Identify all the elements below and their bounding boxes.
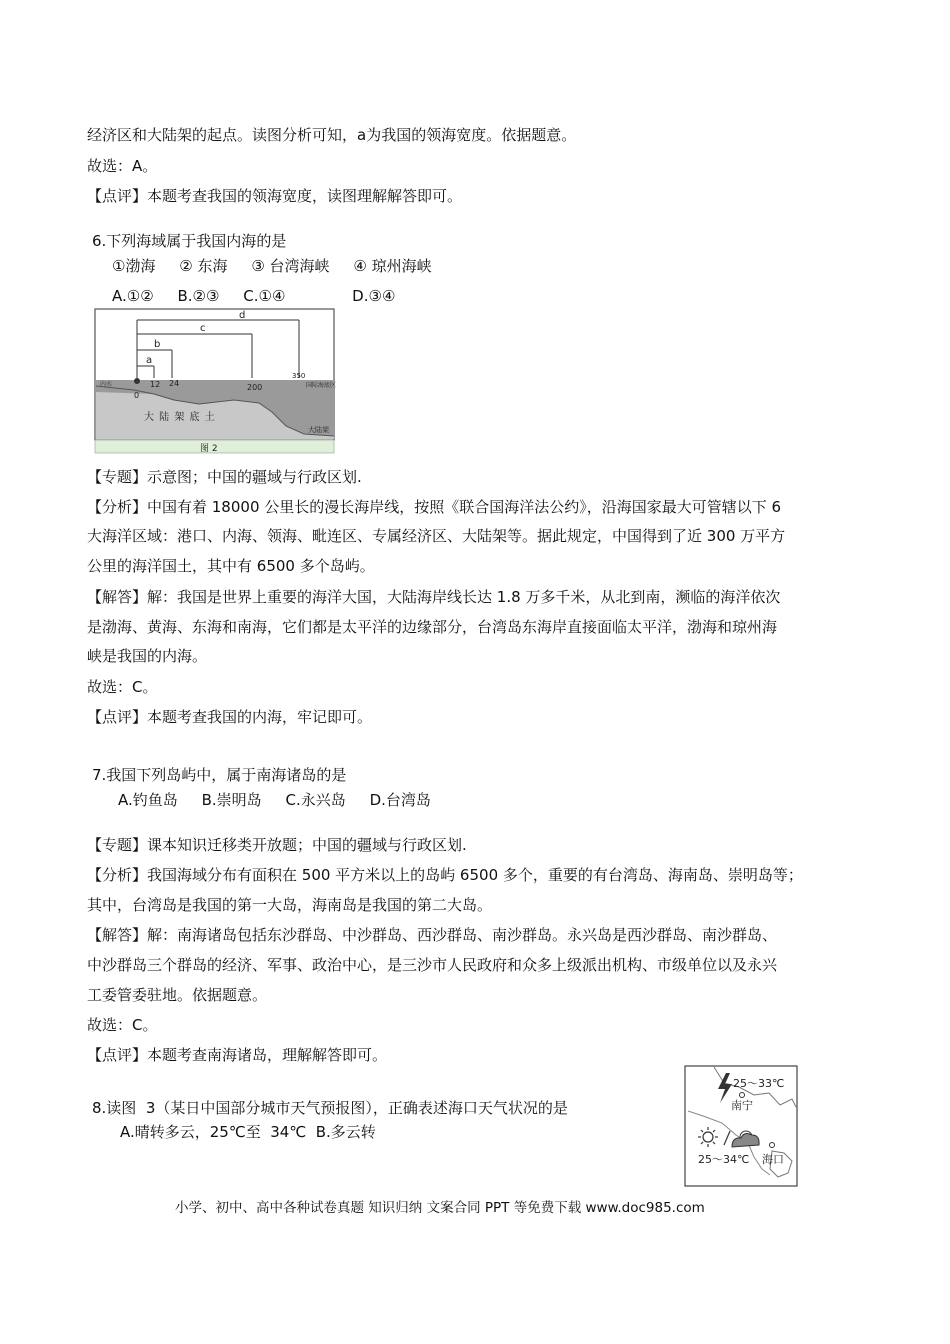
- text-line: 经济区和大陆架的起点。读图分析可知，a为我国的领海宽度。依据题意。: [87, 126, 577, 144]
- figure-3-weather-map: [684, 1065, 798, 1187]
- question-7: 7.我国下列岛屿中，属于南海诸岛的是: [92, 766, 347, 784]
- text-line: 【点评】本题考查我国的领海宽度，读图理解解答即可。: [87, 187, 463, 205]
- label-d: d: [239, 310, 246, 321]
- text-line: 工委管委驻地。依据题意。: [87, 986, 268, 1004]
- text-line: 是渤海、黄海、东海和南海，它们都是太平洋的边缘部分，台湾岛东海岸直接面临太平洋，渤海和琼州海: [87, 618, 778, 636]
- question-6-items: ①渤海 ② 东海 ③ 台湾海峡 ④ 琼州海峡: [112, 257, 432, 275]
- question-8: 8.读图 3（某日中国部分城市天气预报图），正确表述海口天气状况的是: [92, 1099, 568, 1117]
- text-line: 【解答】解：南海诸岛包括东沙群岛、中沙群岛、西沙群岛、南沙群岛。永兴岛是西沙群岛、南沙群岛、: [87, 926, 778, 944]
- label-a: a: [146, 355, 153, 366]
- text-line: 公里的海洋国土，其中有 6500 多个岛屿。: [87, 557, 375, 575]
- label-b: b: [154, 339, 161, 350]
- text-line: 峡是我国的内海。: [87, 647, 208, 665]
- question-6: 6.下列海域属于我国内海的是: [92, 232, 287, 250]
- label-c: c: [200, 323, 206, 334]
- tick-0: 0: [134, 391, 140, 400]
- footer-text: 小学、初中、高中各种试卷真题 知识归纳 文案合同 PPT 等免费下载 www.doc985.com: [175, 1200, 705, 1216]
- haikou-temp: 25～34℃: [698, 1153, 750, 1166]
- label-inner: 内水: [100, 381, 113, 388]
- tick-12: 12: [150, 380, 161, 389]
- nanning-temp: 25～33℃: [733, 1077, 785, 1090]
- tick-200: 200: [247, 383, 263, 392]
- text-line: 【点评】本题考查我国的内海，牢记即可。: [87, 708, 373, 726]
- text-line: 【分析】我国海域分布有面积在 500 平方米以上的岛屿 6500 多个，重要的有台湾岛、海南岛、崇明岛等；: [87, 866, 803, 884]
- text-line: 【分析】中国有着 18000 公里长的漫长海岸线，按照《联合国海洋法公约》，沿海国家最大可管辖以下 6: [87, 498, 782, 516]
- question-8-options: A.晴转多云，25℃至 34℃ B.多云转: [120, 1123, 376, 1141]
- text-line: 故选：A。: [87, 157, 158, 175]
- text-line: 大海洋区域：港口、内海、领海、毗连区、专属经济区、大陆架等。据此规定，中国得到了近 300 万平方: [87, 527, 786, 545]
- figure-2-sea-zones: [94, 308, 336, 454]
- nanning-label: 南宁: [731, 1099, 753, 1112]
- text-line: 【点评】本题考查南海诸岛，理解解答即可。: [87, 1046, 388, 1064]
- question-7-options: A.钓鱼岛 B.崇明岛 C.永兴岛 D.台湾岛: [118, 791, 431, 809]
- haikou-label: 海口: [762, 1153, 784, 1166]
- sun-icon: [698, 1127, 718, 1147]
- label-slope: 大陆架: [308, 426, 329, 434]
- text-line: 中沙群岛三个群岛的经济、军事、政治中心，是三沙市人民政府和众多上级派出机构、市级单位以及永兴: [87, 956, 778, 974]
- text-line: 【专题】示意图；中国的疆域与行政区划.: [87, 468, 362, 486]
- label-zone: 国际海底区: [306, 382, 336, 389]
- text-line: 故选：C。: [87, 678, 158, 696]
- text-line: 【解答】解：我国是世界上重要的海洋大国，大陆海岸线长达 1.8 万多千米，从北到南，濒临的海洋依次: [87, 588, 781, 606]
- label-land: 大 陆 架 底 土: [144, 412, 216, 423]
- question-6-options: A.①② B.②③ C.①④ D.③④: [112, 287, 396, 305]
- text-line: 故选：C。: [87, 1016, 158, 1034]
- text-line: 其中，台湾岛是我国的第一大岛，海南岛是我国的第二大岛。: [87, 896, 493, 914]
- text-line: 【专题】课本知识迁移类开放题；中国的疆域与行政区划.: [87, 836, 467, 854]
- tick-24: 24: [169, 379, 180, 388]
- tick-350: 350: [292, 372, 306, 380]
- figure-2-caption: 图 2: [200, 444, 218, 454]
